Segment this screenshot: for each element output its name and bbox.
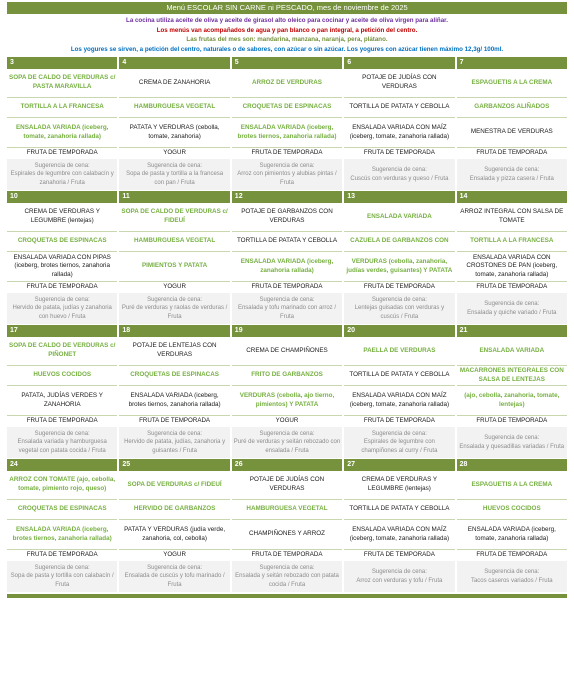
dessert: YOGUR (119, 147, 229, 159)
bottom-bar (7, 594, 567, 598)
second-course: CAZUELA DE GARBANZOS CON (344, 231, 454, 251)
day-date: 24 (7, 459, 117, 471)
first-course: ARROZ INTEGRAL CON SALSA DE TOMATE (460, 208, 564, 224)
suggestion-label: Sugerencia de cena: (484, 301, 540, 308)
dinner-suggestion (457, 427, 567, 458)
dessert: FRUTA DE TEMPORADA (344, 147, 454, 159)
suggestion-label: Sugerencia de cena: (259, 565, 315, 572)
dinner-suggestion (232, 293, 342, 324)
dinner-suggestion (344, 293, 454, 324)
second-course: TORTILLA DE PATATA Y CEBOLLA (344, 97, 454, 117)
side-dish: ENSALADA VARIADA CON MAÍZ (iceberg, tomate, zanahoria rallada) (344, 519, 454, 549)
second-course: CROQUETAS DE ESPINACAS (232, 97, 342, 117)
dinner-suggestion (119, 561, 229, 592)
suggestion-label: Sugerencia de cena: (259, 297, 315, 304)
first-course: POTAJE DE LENTEJAS CON VERDURAS (132, 342, 217, 358)
week-block (7, 57, 567, 190)
dinner-suggestion (7, 159, 117, 190)
side-dish: ENSALADA VARIADA CON MAÍZ (iceberg, tomate, zanahoria rallada) (344, 385, 454, 415)
dessert: FRUTA DE TEMPORADA (344, 415, 454, 427)
dinner-suggestion (344, 427, 454, 458)
second-course: HERVIDO DE GARBANZOS (119, 499, 229, 519)
second-course: CROQUETAS DE ESPINACAS (7, 499, 117, 519)
suggestion-text: Lentejas guisadas con verduras y cuscús / Fruta (354, 305, 445, 320)
week-block (7, 191, 567, 324)
menu-title: Menú ESCOLAR SIN CARNE ni PESCADO, mes de noviembre de 2025 (7, 2, 567, 14)
first-course: CREMA DE ZANAHORIA (138, 78, 211, 86)
week-block (7, 325, 567, 458)
dessert: FRUTA DE TEMPORADA (232, 549, 342, 561)
note-bread: Los menús van acompañados de agua y pan blanco o pan integral, a petición del centro. (156, 26, 418, 34)
first-course: ARROZ DE VERDURAS (252, 78, 322, 86)
second-course: HUEVOS COCIDOS (457, 499, 567, 519)
day-date: 7 (457, 57, 567, 69)
suggestion-text: Arroz con pimientos y alubias pintas / Fruta (237, 171, 337, 186)
suggestion-text: Tacos caseros variados / Fruta (470, 577, 553, 584)
dessert: FRUTA DE TEMPORADA (457, 147, 567, 159)
first-course: SOPA DE VERDURAS c/ FIDEUÍ (127, 480, 222, 488)
dessert: YOGUR (232, 415, 342, 427)
side-dish: ENSALADA VARIADA (iceberg, tomate, zanahoria rallada) (7, 117, 117, 147)
suggestion-label: Sugerencia de cena: (371, 569, 427, 576)
second-course: TORTILLA A LA FRANCESA (457, 231, 567, 251)
dessert: FRUTA DE TEMPORADA (457, 415, 567, 427)
suggestion-text: Arroz con verduras y tofu / Fruta (356, 577, 443, 584)
first-course: CREMA DE VERDURAS Y LEGUMBRE (lentejas) (24, 208, 100, 224)
suggestion-text: Ensalada y quesadillas variadas / Fruta (459, 443, 565, 450)
side-dish: PATATA Y VERDURAS (judía verde, zanahoria, col, cebolla) (119, 519, 229, 549)
suggestion-label: Sugerencia de cena: (147, 565, 203, 572)
day-date: 19 (232, 325, 342, 337)
note-oil: La cocina utiliza aceite de oliva y aceite de girasol alto oleico para cocinar y aceite de oliva virgen para aliñar. (126, 17, 448, 24)
suggestion-text: Puré de verduras y raolas de verduras / Fruta (121, 305, 228, 320)
dessert: YOGUR (119, 549, 229, 561)
day-date: 20 (344, 325, 454, 337)
day-date: 17 (7, 325, 117, 337)
first-course: SOPA DE CALDO DE VERDURAS c/ FIDEUÍ (121, 208, 228, 224)
menu-notes (7, 14, 567, 57)
side-dish: ENSALADA VARIADA CON MAÍZ (iceberg, tomate, zanahoria rallada) (344, 117, 454, 147)
day-date: 13 (344, 191, 454, 203)
suggestion-label: Sugerencia de cena: (147, 431, 203, 438)
suggestion-label: Sugerencia de cena: (34, 163, 90, 170)
dinner-suggestion (457, 159, 567, 190)
dessert: FRUTA DE TEMPORADA (232, 281, 342, 293)
dessert: FRUTA DE TEMPORADA (344, 281, 454, 293)
day-date: 4 (119, 57, 229, 69)
dessert: FRUTA DE TEMPORADA (7, 549, 117, 561)
suggestion-text: Ensalada y seitán rebozado con patata cocida / Fruta (235, 573, 339, 588)
dinner-suggestion (119, 293, 229, 324)
dinner-suggestion (457, 561, 567, 592)
suggestion-label: Sugerencia de cena: (34, 431, 90, 438)
suggestion-label: Sugerencia de cena: (259, 431, 315, 438)
dinner-suggestion (344, 159, 454, 190)
suggestion-text: Sopa de pasta y tortilla con calabacín / Fruta (10, 573, 114, 588)
suggestion-label: Sugerencia de cena: (484, 569, 540, 576)
suggestion-label: Sugerencia de cena: (484, 167, 540, 174)
suggestion-text: Hervido de patata, judías y zanahoria con huevo / Fruta (12, 305, 112, 320)
second-course: TORTILLA DE PATATA Y CEBOLLA (344, 365, 454, 385)
suggestion-text: Espirales de legumbre con calabacín y zanahoria / Fruta (10, 171, 114, 186)
week-block (7, 459, 567, 592)
second-course: CROQUETAS DE ESPINACAS (7, 231, 117, 251)
suggestion-label: Sugerencia de cena: (371, 431, 427, 438)
dessert: YOGUR (119, 281, 229, 293)
suggestion-text: Hervido de patata, judías, zanahoria y guisantes / Fruta (124, 439, 226, 454)
side-dish: PATATA, JUDÍAS VERDES Y ZANAHORIA (7, 385, 117, 415)
side-dish: (ajo, cebolla, zanahoria, tomate, lentejas) (457, 385, 567, 415)
side-dish: ENSALADA VARIADA (iceberg, brotes tiernos, zanahoria rallada) (7, 519, 117, 549)
day-date: 12 (232, 191, 342, 203)
suggestion-label: Sugerencia de cena: (371, 167, 427, 174)
dessert: FRUTA DE TEMPORADA (119, 415, 229, 427)
first-course: POTAJE DE GARBANZOS CON VERDURAS (241, 208, 333, 224)
first-course: POTAJE DE JUDÍAS CON VERDURAS (362, 74, 437, 90)
day-date: 6 (344, 57, 454, 69)
side-dish: ENSALADA VARIADA (iceberg, zanahoria rallada) (232, 251, 342, 281)
suggestion-text: Ensalada variada y hamburguesa vegetal con patata cocida / Fruta (17, 439, 107, 454)
second-course: HAMBURGUESA VEGETAL (119, 97, 229, 117)
first-course: ENSALADA VARIADA (367, 212, 432, 220)
dessert: FRUTA DE TEMPORADA (457, 281, 567, 293)
side-dish: ENSALADA VARIADA (iceberg, brotes tiernos, zanahoria rallada) (119, 385, 229, 415)
side-dish: PIMIENTOS Y PATATA (119, 251, 229, 281)
suggestion-text: Puré de verduras y seitán rebozado con ensalada / Fruta (233, 439, 341, 454)
second-course: GARBANZOS ALIÑADOS (457, 97, 567, 117)
day-date: 27 (344, 459, 454, 471)
first-course: ESPAGUETIS A LA CREMA (471, 480, 553, 488)
suggestion-text: Ensalada de cuscús y tofu marinado / Fruta (124, 573, 225, 588)
day-date: 28 (457, 459, 567, 471)
side-dish: ENSALADA VARIADA (iceberg, brotes tiernos, zanahoria rallada) (232, 117, 342, 147)
suggestion-text: Ensalada y tofu marinado con arroz / Fruta (237, 305, 337, 320)
dinner-suggestion (7, 561, 117, 592)
suggestion-label: Sugerencia de cena: (147, 163, 203, 170)
first-course: ENSALADA VARIADA (479, 346, 545, 354)
dinner-suggestion (119, 159, 229, 190)
second-course: TORTILLA A LA FRANCESA (7, 97, 117, 117)
side-dish: PATATA Y VERDURAS (cebolla, tomate, zanahoria) (119, 117, 229, 147)
first-course: CREMA DE VERDURAS Y LEGUMBRE (lentejas) (361, 476, 438, 492)
second-course: HAMBURGUESA VEGETAL (232, 499, 342, 519)
first-course: SOPA DE CALDO DE VERDURAS c/ PIÑONET (9, 342, 116, 358)
suggestion-label: Sugerencia de cena: (147, 297, 203, 304)
dessert: FRUTA DE TEMPORADA (457, 549, 567, 561)
second-course: TORTILLA DE PATATA Y CEBOLLA (232, 231, 342, 251)
day-date: 3 (7, 57, 117, 69)
dessert: FRUTA DE TEMPORADA (7, 415, 117, 427)
suggestion-text: Sopa de pasta y tortilla a la francesa con pan / Fruta (126, 171, 224, 186)
dessert: FRUTA DE TEMPORADA (344, 549, 454, 561)
suggestion-text: Ensalada y pizza casera / Fruta (469, 175, 554, 182)
dinner-suggestion (232, 561, 342, 592)
menu-calendar (7, 57, 567, 592)
second-course: MACARRONES INTEGRALES CON SALSA DE LENTEJAS (457, 365, 567, 385)
side-dish: MENESTRA DE VERDURAS (457, 117, 567, 147)
suggestion-label: Sugerencia de cena: (371, 297, 427, 304)
day-date: 18 (119, 325, 229, 337)
first-course: PAELLA DE VERDURAS (363, 346, 436, 354)
side-dish: VERDURAS (cebolla, zanahoria, judías verdes, guisantes) Y PATATA (344, 251, 454, 281)
suggestion-label: Sugerencia de cena: (259, 163, 315, 170)
note-yogurt: Los yogures se sirven, a petición del centro, naturales o de sabores, con azúcar o sin azúcar. Los yogures con azúcar tienen máximo 12,3g/ 100ml. (70, 45, 504, 53)
day-date: 21 (457, 325, 567, 337)
first-course: ARROZ CON TOMATE (ajo, cebolla, tomate, pimiento rojo, queso) (9, 476, 116, 492)
first-course: ESPAGUETIS A LA CREMA (471, 78, 553, 86)
suggestion-text: Cuscús con verduras y queso / Fruta (350, 175, 449, 182)
day-date: 10 (7, 191, 117, 203)
first-course: POTAJE DE JUDÍAS CON VERDURAS (249, 476, 325, 492)
suggestion-label: Sugerencia de cena: (34, 297, 90, 304)
menu-page (7, 0, 567, 598)
dinner-suggestion (457, 293, 567, 324)
day-date: 14 (457, 191, 567, 203)
day-date: 26 (232, 459, 342, 471)
dinner-suggestion (232, 159, 342, 190)
first-course: CREMA DE CHAMPIÑONES (246, 346, 328, 354)
dessert: FRUTA DE TEMPORADA (7, 281, 117, 293)
dinner-suggestion (344, 561, 454, 592)
suggestion-text: Ensalada y quiche variado / Fruta (467, 309, 557, 316)
dinner-suggestion (232, 427, 342, 458)
first-course: SOPA DE CALDO DE VERDURAS c/ PASTA MARAVILLA (9, 74, 116, 90)
dinner-suggestion (7, 293, 117, 324)
second-course: TORTILLA DE PATATA Y CEBOLLA (344, 499, 454, 519)
side-dish: CHAMPIÑONES Y ARROZ (232, 519, 342, 549)
side-dish: ENSALADA VARIADA CON CROSTONES DE PAN (iceberg, tomate, zanahoria rallada) (457, 251, 567, 281)
day-date: 5 (232, 57, 342, 69)
day-date: 11 (119, 191, 229, 203)
side-dish: ENSALADA VARIADA CON PIPAS (iceberg, brotes tiernos, zanahoria rallada) (7, 251, 117, 281)
second-course: FRITO DE GARBANZOS (232, 365, 342, 385)
dessert: FRUTA DE TEMPORADA (7, 147, 117, 159)
second-course: HAMBURGUESA VEGETAL (119, 231, 229, 251)
note-fruits: Las frutas del mes son: mandarina, manzana, naranja, pera, plátano. (186, 36, 388, 43)
side-dish: VERDURAS (cebolla, ajo tierno, pimientos) Y PATATA (232, 385, 342, 415)
dinner-suggestion (7, 427, 117, 458)
side-dish: ENSALADA VARIADA (iceberg, tomate, zanahoria rallada) (457, 519, 567, 549)
suggestion-text: Espirales de legumbre con champiñones al curry / Fruta (361, 439, 438, 454)
second-course: HUEVOS COCIDOS (7, 365, 117, 385)
dessert: FRUTA DE TEMPORADA (232, 147, 342, 159)
dinner-suggestion (119, 427, 229, 458)
day-date: 25 (119, 459, 229, 471)
second-course: CROQUETAS DE ESPINACAS (119, 365, 229, 385)
suggestion-label: Sugerencia de cena: (484, 435, 540, 442)
suggestion-label: Sugerencia de cena: (34, 565, 90, 572)
